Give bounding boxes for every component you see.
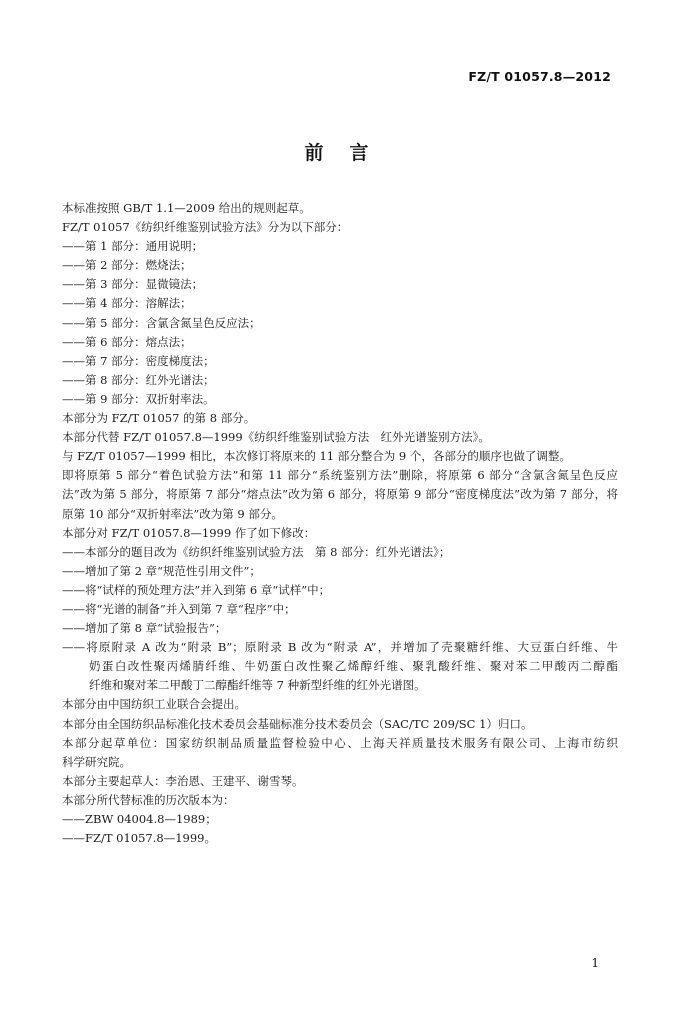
text-line: 本部分主要起草人：李治恩、王建平、谢雪琴。 — [62, 773, 304, 788]
text-line: 即将原第 5 部分“着色试验方法”和第 11 部分“系统鉴别方法”删除，将原第 6 部分“含氯含氮呈色反应 — [62, 468, 618, 483]
list-item: ——第 5 部分：含氯含氮呈色反应法； — [62, 315, 261, 330]
text-line: 本部分由中国纺织工业联合会提出。 — [62, 697, 246, 712]
list-item: ——第 8 部分：红外光谱法； — [62, 372, 215, 387]
text-line: 奶蛋白改性聚丙烯腈纤维、牛奶蛋白改性聚乙烯醇纤维、聚乳酸纤维、聚对苯二甲酸丙二醇酯 — [89, 659, 618, 674]
page-number: 1 — [591, 956, 599, 970]
text-line: 法”改为第 5 部分，将原第 7 部分“熔点法”改为第 6 部分，将原第 9 部分“密度梯度法”改为第 7 部分，将 — [62, 487, 618, 502]
standard-code: FZ/T 01057.8—2012 — [468, 69, 611, 84]
page-title: 前言 — [304, 142, 395, 164]
list-item: ——增加了第 2 章“规范性引用文件”； — [62, 563, 261, 578]
text-line: 本标准按照 GB/T 1.1—2009 给出的规则起草。 — [62, 201, 311, 215]
text-line: 本部分代替 FZ/T 01057.8—1999《纺织纤维鉴别试验方法 红外光谱鉴别方法》。 — [62, 430, 490, 445]
list-item: ——第 2 部分：燃烧法； — [62, 258, 192, 273]
list-item: ——第 3 部分：显微镜法； — [62, 277, 204, 292]
list-item: ——第 1 部分：通用说明； — [62, 239, 204, 254]
list-item: ——增加了第 8 章“试验报告”； — [62, 621, 227, 636]
preface-body — [62, 199, 618, 848]
list-item: ——第 4 部分：溶解法； — [62, 296, 192, 311]
text-line: 科学研究院。 — [62, 754, 131, 769]
text-line: 纤维和聚对苯二甲酸丁二醇酯纤维等 7 种新型纤维的红外光谱图。 — [89, 678, 426, 693]
list-item: ——ZBW 04004.8—1989； — [62, 812, 217, 826]
list-item: ——第 9 部分：双折射率法。 — [62, 391, 215, 406]
list-item: ——第 7 部分：密度梯度法； — [62, 353, 215, 368]
list-item: ——将原附录 A 改为“附录 B”；原附录 B 改为“附录 A”，并增加了壳聚糖纤维、大豆蛋白纤维、牛 — [62, 640, 618, 655]
list-item: ——本部分的题目改为《纺织纤维鉴别试验方法 第 8 部分：红外光谱法》； — [62, 544, 451, 559]
text-line: 本部分所代替标准的历次版本为： — [62, 792, 235, 807]
text-line: 本部分为 FZ/T 01057 的第 8 部分。 — [62, 411, 256, 426]
text-line: 本部分由全国纺织品标准化技术委员会基础标准分技术委员会（SAC/TC 209/SC 1）归口。 — [62, 716, 533, 731]
list-item: ——FZ/T 01057.8—1999。 — [62, 831, 216, 846]
text-line: 本部分起草单位：国家纺织制品质量监督检验中心、上海天祥质量技术服务有限公司、上海市纺织 — [62, 735, 618, 750]
text-line: 本部分对 FZ/T 01057.8—1999 作了如下修改： — [62, 525, 316, 540]
list-item: ——第 6 部分：熔点法； — [62, 334, 192, 349]
list-item: ——将“试样的预处理方法”并入到第 6 章“试样”中； — [62, 582, 331, 597]
text-line: FZ/T 01057《纺织纤维鉴别试验方法》分为以下部分： — [62, 220, 349, 235]
list-item: ——将“光谱的制备”并入到第 7 章“程序”中； — [62, 601, 296, 616]
text-line: 原第 10 部分“双折射率法”改为第 9 部分。 — [62, 506, 283, 521]
text-line: 与 FZ/T 01057—1999 相比，本次修订将原来的 11 部分整合为 9 个，各部分的顺序也做了调整。 — [62, 449, 571, 464]
